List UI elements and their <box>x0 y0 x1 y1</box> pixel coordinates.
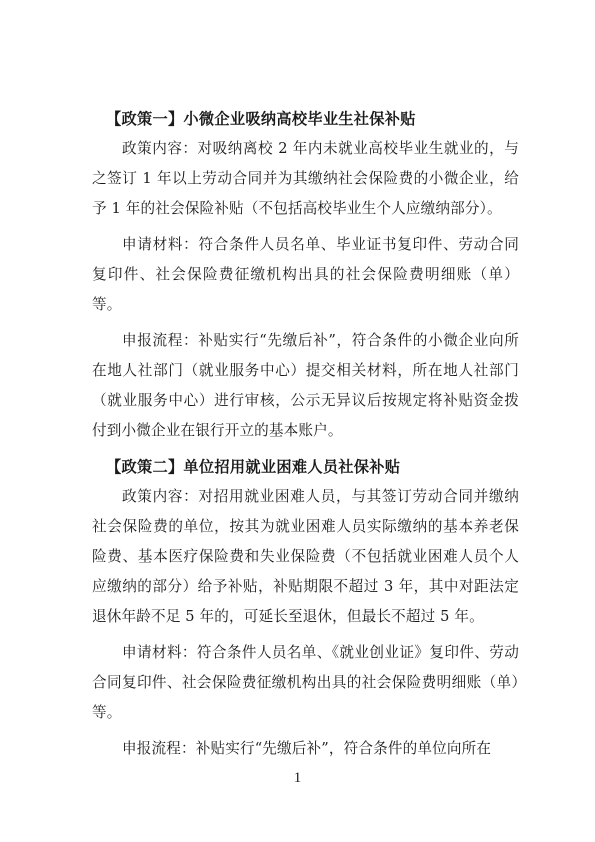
policy1-materials: 申请材料：符合条件人员名单、毕业证书复印件、劳动合同复印件、社会保险费征缴机构出具的社会保险费明细账（单）等。 <box>92 236 519 313</box>
policy1-heading <box>92 104 519 134</box>
policy1-heading-text: 【政策一】小微企业吸纳高校毕业生社保补贴 <box>106 110 416 128</box>
document-body <box>92 104 519 764</box>
policy1-content: 政策内容：对吸纳离校 2 年内未就业高校毕业生就业的，与之签订 1 年以上劳动合同并为其缴纳社会保险费的小微企业，给予 1 年的社会保险补贴（不包括高校毕业生个人应缴纳部分）。 <box>92 140 519 217</box>
policy2-heading <box>92 452 519 482</box>
policy2-heading-text: 【政策二】单位招用就业困难人员社保补贴 <box>106 458 401 476</box>
page-number: 1 <box>293 770 302 786</box>
policy1-process: 申报流程：补贴实行“先缴后补”，符合条件的小微企业向所在地人社部门（就业服务中心）提交相关材料，所在地人社部门（就业服务中心）进行审核，公示无异议后按规定将补贴资金拨付到小微企业在银行开立的基本账户。 <box>92 332 519 439</box>
policy2-process: 申报流程：补贴实行“先缴后补”，符合条件的单位向所在 <box>122 740 492 757</box>
policy2-materials: 申请材料：符合条件人员名单、《就业创业证》复印件、劳动合同复印件、社会保险费征缴机构出具的社会保险费明细账（单）等。 <box>92 644 519 721</box>
policy2-content: 政策内容：对招用就业困难人员，与其签订劳动合同并缴纳社会保险费的单位，按其为就业困难人员实际缴纳的基本养老保险费、基本医疗保险费和失业保险费（不包括就业困难人员个人应缴纳的部分）给予补贴，补贴期限不超过 3 年，其中对距法定退休年龄不足 5 年的，可延长至退休，但最长不超过 5 年。 <box>92 488 519 625</box>
